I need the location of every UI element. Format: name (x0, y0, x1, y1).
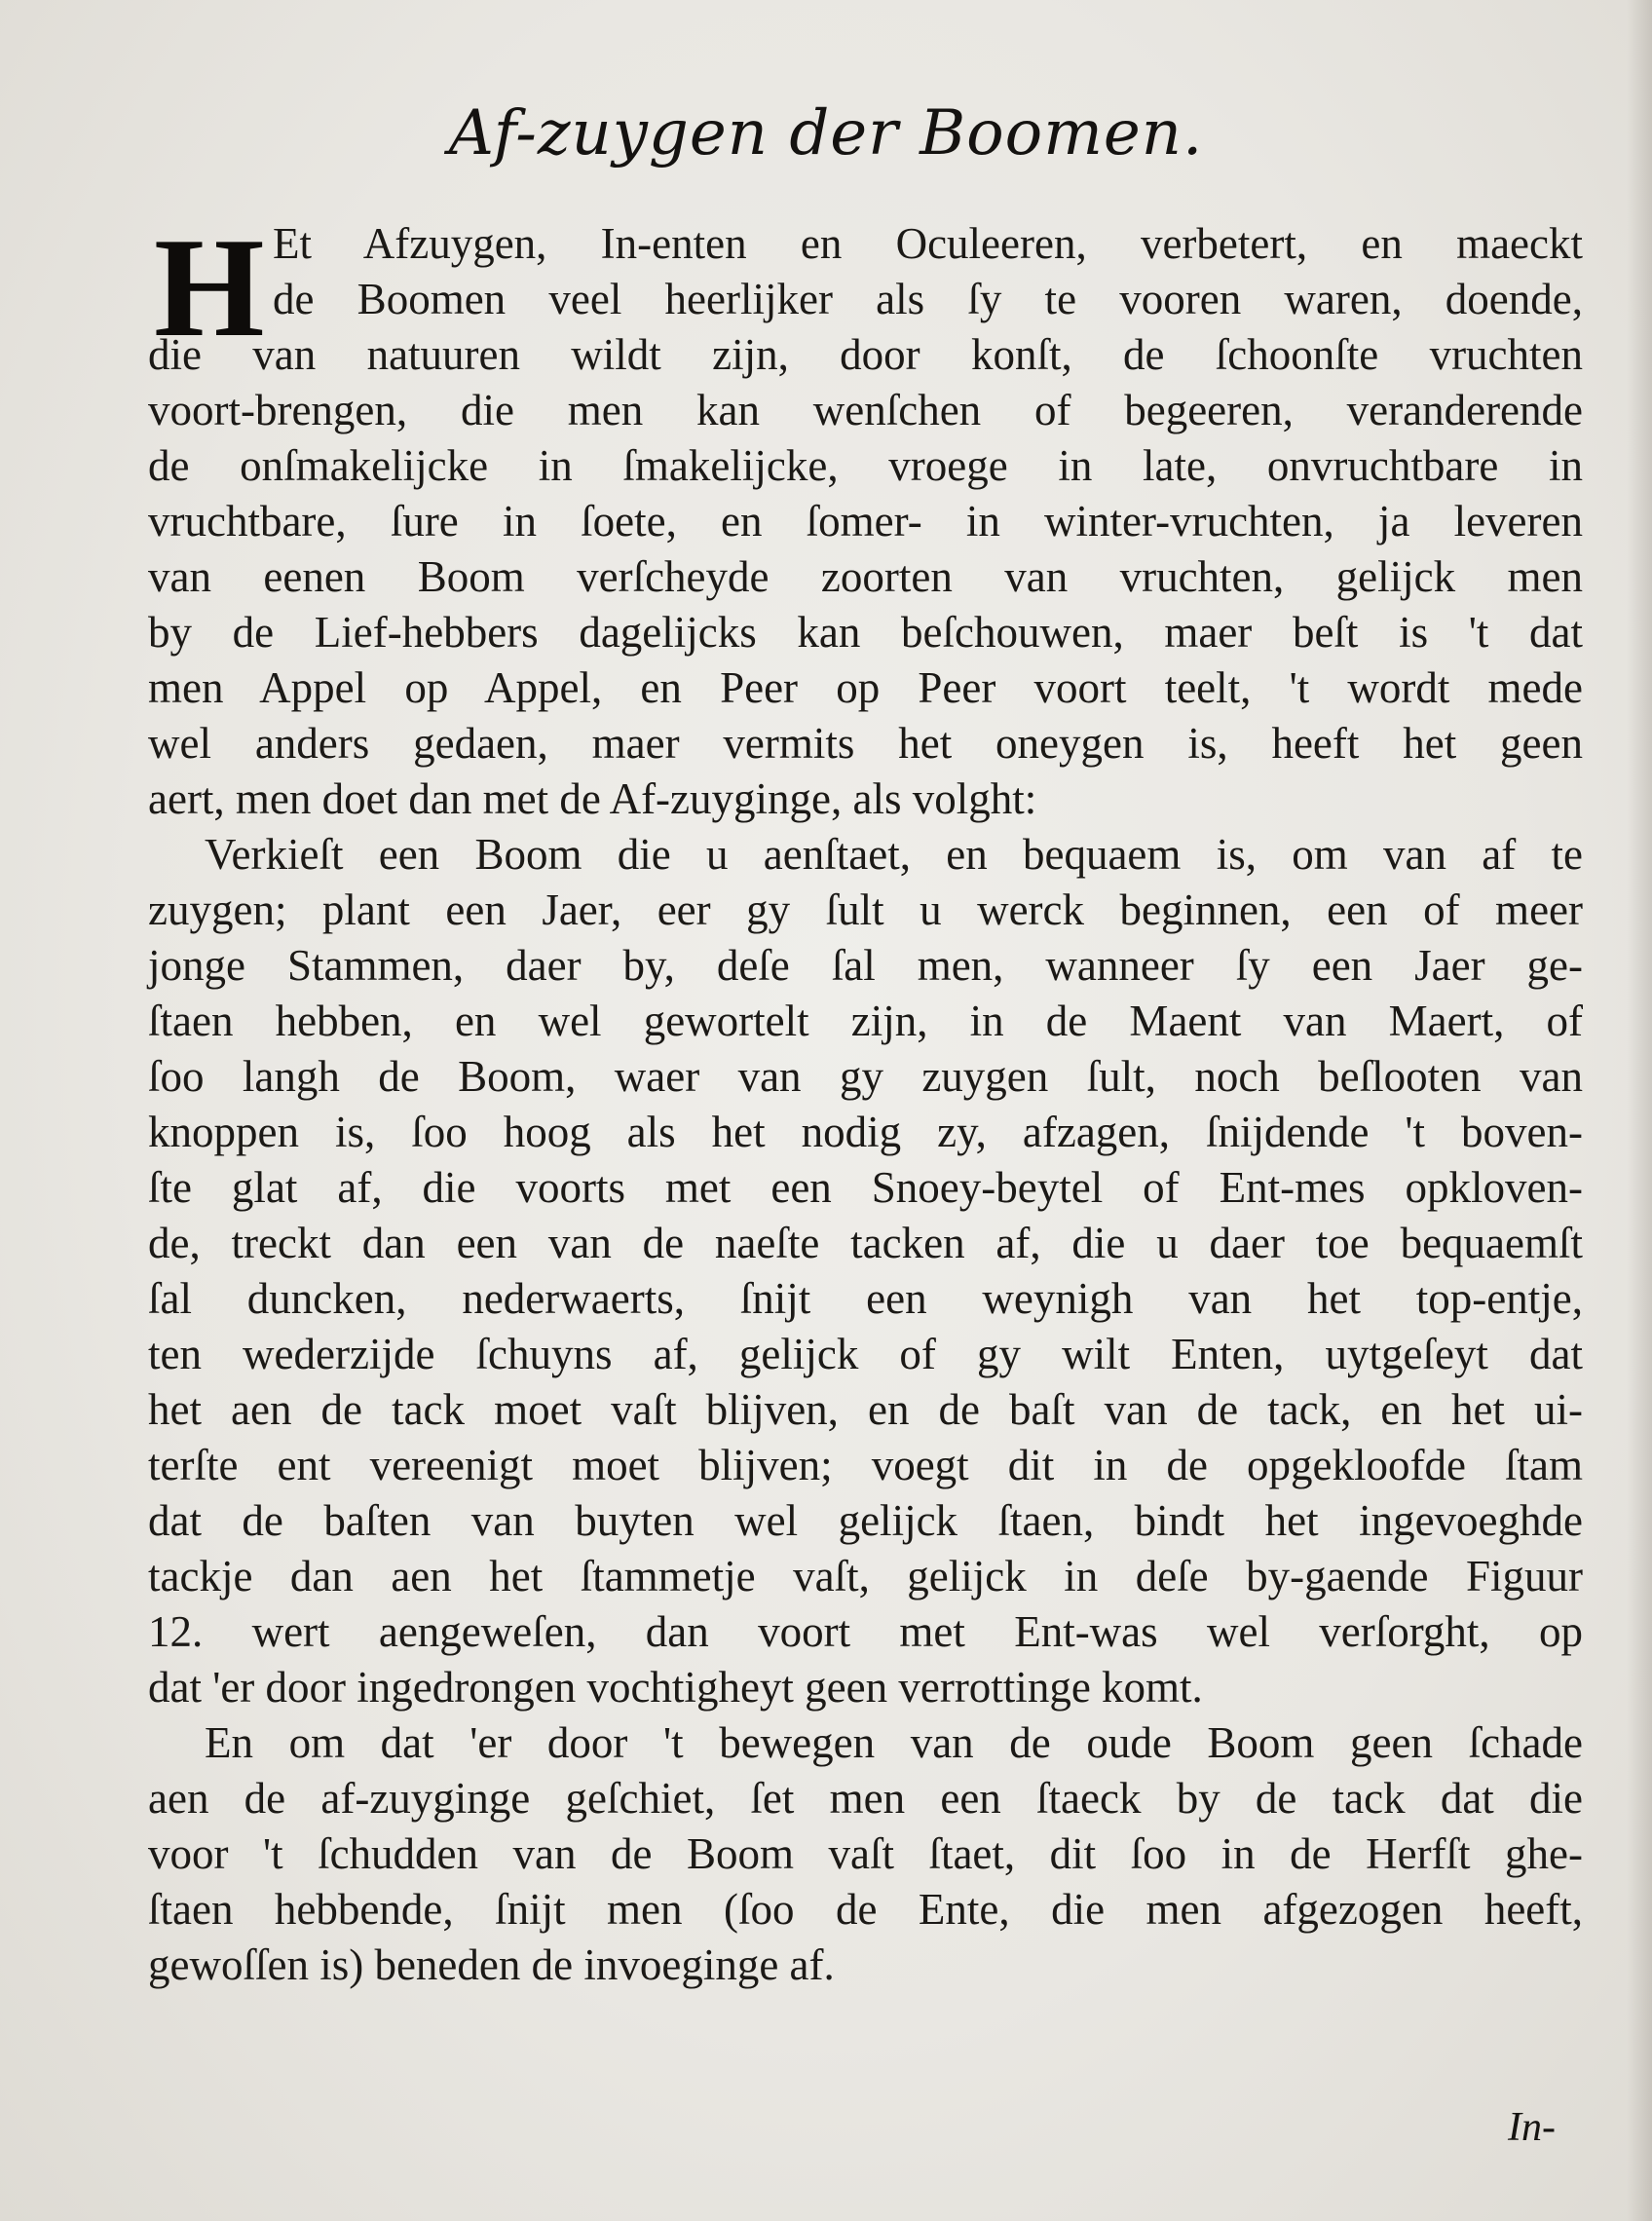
text-line: dat de baſten van buyten wel gelijck ſtaen, bindt het ingevoeghde (148, 1496, 1583, 1545)
text-line: by de Lief-hebbers dagelijcks kan beſchouwen, maer beſt is 't dat (148, 608, 1583, 657)
text-line: van eenen Boom verſcheyde zoorten van vruchten, gelijck men (148, 552, 1583, 601)
text-line: ſoo langh de Boom, waer van gy zuygen ſult, noch beſlooten van (148, 1052, 1583, 1101)
catchword: In- (1508, 2105, 1556, 2150)
text-line: dat 'er door ingedrongen vochtigheyt geen verrottinge komt. (148, 1663, 1203, 1712)
text-line: aert, men doet dan met de Af-zuyginge, als volght: (148, 774, 1037, 823)
text-line: ſal duncken, nederwaerts, ſnijt een weynigh van het top-entje, (148, 1274, 1583, 1323)
text-line: zuygen; plant een Jaer, eer gy ſult u werck beginnen, een of meer (148, 885, 1583, 934)
text-line: het aen de tack moet vaſt blijven, en de baſt van de tack, en het ui- (148, 1385, 1583, 1434)
drop-cap-initial: H (154, 208, 265, 366)
text-line: jonge Stammen, daer by, deſe ſal men, wanneer ſy een Jaer ge- (148, 941, 1583, 990)
text-line: ſtaen hebbende, ſnijt men (ſoo de Ente, die men afgezogen heeft, (148, 1885, 1583, 1934)
text-line: ten wederzijde ſchuyns af, gelijck of gy wilt Enten, uytgeſeyt dat (148, 1330, 1583, 1378)
text-line: Verkieſt een Boom die u aenſtaet, en bequaem is, om van af te (205, 830, 1583, 879)
text-line: voor 't ſchudden van de Boom vaſt ſtaet, dit ſoo in de Herfſt ghe- (148, 1829, 1583, 1878)
text-line: gewoſſen is) beneden de invoeginge af. (148, 1940, 835, 1989)
text-line: ſte glat af, die voorts met een Snoey-beytel of Ent-mes opkloven- (148, 1163, 1583, 1212)
text-line: vruchtbare, ſure in ſoete, en ſomer- in winter-vruchten, ja leveren (148, 497, 1583, 546)
text-line: knoppen is, ſoo hoog als het nodig zy, afzagen, ſnijdende 't boven- (148, 1108, 1583, 1156)
page-edge-shadow (1627, 0, 1652, 2221)
text-line: aen de af-zuyginge geſchiet, ſet men een ſtaeck by de tack dat die (148, 1774, 1583, 1823)
text-line: de, treckt dan een van de naeſte tacken af, die u daer toe bequaemſt (148, 1219, 1583, 1267)
text-line: men Appel op Appel, en Peer op Peer voort teelt, 't wordt mede (148, 663, 1583, 712)
text-line: de onſmakelijcke in ſmakelijcke, vroege in late, onvruchtbare in (148, 441, 1583, 490)
text-line: terſte ent vereenigt moet blijven; voegt dit in de opgekloofde ſtam (148, 1441, 1583, 1489)
text-line: tackje dan aen het ſtammetje vaſt, gelijck in deſe by-gaende Figuur (148, 1552, 1583, 1600)
text-line: wel anders gedaen, maer vermits het oneygen is, heeft het geen (148, 719, 1583, 768)
text-line: die van natuuren wildt zijn, door konſt, de ſchoonſte vruchten (148, 330, 1583, 379)
text-line: de Boomen veel heerlijker als ſy te vooren waren, doende, (273, 275, 1583, 323)
text-line: En om dat 'er door 't bewegen van de oude Boom geen ſchade (205, 1718, 1583, 1767)
text-line: voort-brengen, die men kan wenſchen of begeeren, veranderende (148, 386, 1583, 434)
text-line: 12. wert aengeweſen, dan voort met Ent-was wel verſorght, op (148, 1607, 1583, 1656)
text-line: Et Afzuygen, In-enten en Oculeeren, verbetert, en maeckt (273, 219, 1583, 268)
page-title: Af-zuygen der Boomen. (448, 97, 1204, 169)
text-line: ſtaen hebben, en wel gewortelt zijn, in de Maent van Maert, of (148, 997, 1583, 1045)
